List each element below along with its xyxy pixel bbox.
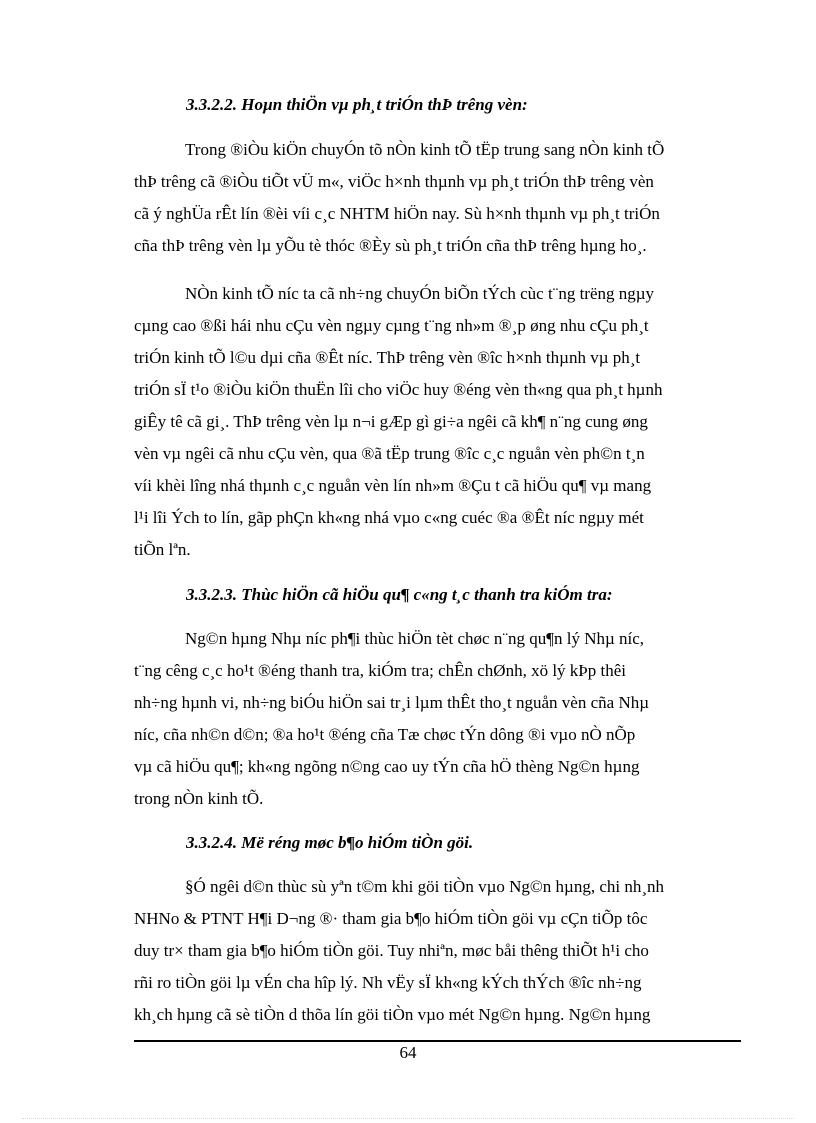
paragraph-line: víi khèi lîng nhá thµnh c¸c nguån vèn lín nh»m ®Çu t cã hiÖu qu¶ vµ mang — [134, 476, 652, 495]
page-bottom-border — [22, 1118, 794, 1119]
paragraph-line: triÓn sÏ t¹o ®iÒu kiÖn thuËn lîi cho viÖc huy ®éng vèn th«ng qua ph¸t hµnh — [134, 380, 663, 399]
paragraph-line: NHNo & PTNT H¶i D¬ng ®· tham gia b¶o hiÓm tiÒn göi vµ cÇn tiÕp tôc — [134, 909, 648, 928]
paragraph-line: Ng©n hµng Nhµ níc ph¶i thùc hiÖn tèt chøc n¨ng qu¶n lý Nhµ níc, — [185, 629, 645, 648]
paragraph-line: l¹i lîi Ých to lín, gãp phÇn kh«ng nhá vµo c«ng cuéc ®a ®Êt níc ngµy mét — [134, 508, 644, 527]
paragraph-line: vµ cã hiÖu qu¶; kh«ng ngõng n©ng cao uy tÝn cña hÖ thèng Ng©n hµng — [134, 757, 640, 776]
paragraph-line: NÒn kinh tÕ níc ta cã nh÷ng chuyÓn biÕn tÝch cùc t¨ng trëng ngµy — [185, 284, 655, 303]
paragraph-line: §Ó ngêi d©n thùc sù yªn t©m khi göi tiÒn vµo Ng©n hµng, chi nh¸nh — [185, 877, 665, 896]
section-heading-3-3-2-2: 3.3.2.2. Hoµn thiÖn vµ ph¸t triÓn thÞ trêng vèn: — [186, 95, 528, 114]
paragraph-line: t¨ng cêng c¸c ho¹t ®éng thanh tra, kiÓm tra; chÊn chØnh, xö lý kÞp thêi — [134, 661, 627, 680]
paragraph-line: thÞ trêng cã ®iÒu tiÕt vÜ m«, viÖc h×nh thµnh vµ ph¸t triÓn thÞ trêng vèn — [134, 172, 654, 191]
paragraph-line: vèn vµ ngêi cã nhu cÇu vèn, qua ®ã tËp trung ®îc c¸c nguån vèn ph©n t¸n — [134, 444, 645, 463]
paragraph-line: tiÕn lªn. — [134, 540, 191, 559]
paragraph-line: duy tr× tham gia b¶o hiÓm tiÒn göi. Tuy nhiªn, møc båi thêng thiÕt h¹i cho — [134, 941, 649, 960]
paragraph-line: níc, cña nh©n d©n; ®a ho¹t ®éng cña Tæ chøc tÝn dông ®i vµo nÒ nÕp — [134, 725, 636, 744]
section-heading-3-3-2-3: 3.3.2.3. Thùc hiÖn cã hiÖu qu¶ c«ng t¸c thanh tra kiÓm tra: — [186, 585, 613, 604]
paragraph-line: giÊy tê cã gi¸. ThÞ trêng vèn lµ n¬i gÆp gì gi÷a ngêi cã kh¶ n¨ng cung øng — [134, 412, 648, 431]
paragraph-line: Trong ®iÒu kiÖn chuyÓn tõ nÒn kinh tÕ tËp trung sang nÒn kinh tÕ — [185, 140, 665, 159]
section-heading-3-3-2-4: 3.3.2.4. Më réng møc b¶o hiÓm tiÒn göi. — [186, 833, 474, 852]
paragraph-line: cã ý nghÜa rÊt lín ®èi víi c¸c NHTM hiÖn nay. Sù h×nh thµnh vµ ph¸t triÓn — [134, 204, 660, 223]
paragraph-line: cµng cao ®ßi hái nhu cÇu vèn ngµy cµng t¨ng nh»m ®¸p øng nhu cÇu ph¸t — [134, 316, 649, 335]
paragraph-line: cña thÞ trêng vèn lµ yÕu tè thóc ®Èy sù ph¸t triÓn cña thÞ trêng hµng ho¸. — [134, 236, 647, 255]
paragraph-line: kh¸ch hµng cã sè tiÒn d thõa lín göi tiÒn vµo mét Ng©n hµng. Ng©n hµng — [134, 1005, 651, 1024]
paragraph-line: nh÷ng hµnh vi, nh÷ng biÓu hiÖn sai tr¸i lµm thÊt tho¸t nguån vèn cña Nhµ — [134, 693, 650, 712]
paragraph-line: trong nÒn kinh tÕ. — [134, 789, 264, 808]
paragraph-line: rñi ro tiÒn göi lµ vÉn cha hîp lý. Nh vËy sÏ kh«ng kÝch thÝch ®îc nh÷ng — [134, 973, 642, 992]
paragraph-line: triÓn kinh tÕ l©u dµi cña ®Êt níc. ThÞ trêng vèn ®îc h×nh thµnh vµ ph¸t — [134, 348, 641, 367]
page-number: 64 — [399, 1043, 417, 1062]
